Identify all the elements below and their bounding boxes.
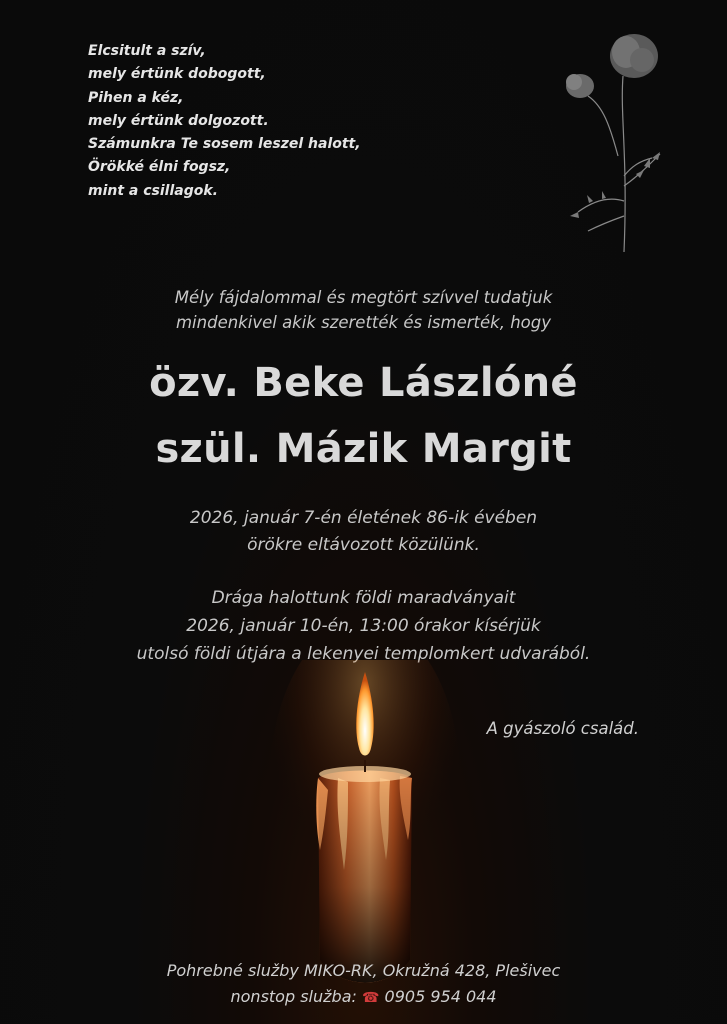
- poem-line: Számunkra Te sosem leszel halott,: [88, 136, 361, 153]
- intro-text: [0, 285, 727, 335]
- poem-line: Örökké élni fogsz,: [88, 159, 231, 176]
- telephone-icon: ☎: [361, 990, 380, 1006]
- funeral-line: utolsó földi útjára a lekenyei templomkert udvarából.: [136, 644, 591, 664]
- poem-line: Pihen a kéz,: [88, 89, 184, 106]
- footer-contact: [0, 984, 727, 1011]
- deceased-name: [0, 350, 727, 482]
- intro-line: Mély fájdalommal és megtört szívvel tudatjuk: [174, 288, 553, 307]
- footer-line: Pohrebné služby MIKO-RK, Okružná 428, Plešivec: [166, 961, 561, 980]
- funeral-service-info: [0, 958, 727, 1011]
- death-line: 2026, január 7-én életének 86-ik évében: [189, 508, 538, 528]
- service-label: nonstop služba:: [230, 987, 357, 1006]
- funeral-notice: [0, 584, 727, 668]
- phone-number[interactable]: 0905 954 044: [384, 987, 497, 1006]
- poem-line: mint a csillagok.: [88, 182, 218, 199]
- name-line-1: özv. Beke Lászlóné: [149, 360, 578, 406]
- poem-line: Elcsitult a szív,: [88, 43, 206, 59]
- intro-line: mindenkivel akik szerették és ismerték, hogy: [175, 313, 551, 332]
- poem: [88, 40, 418, 203]
- death-notice: [0, 505, 727, 559]
- poem-line: mely értünk dobogott,: [88, 66, 266, 83]
- family-signature: A gyászoló család.: [486, 719, 639, 738]
- funeral-line: Drága halottunk földi maradványait: [211, 588, 516, 608]
- name-line-2: szül. Mázik Margit: [155, 426, 572, 472]
- funeral-line: 2026, január 10-én, 13:00 órakor kísérjük: [186, 616, 541, 636]
- poppy-flower-illustration: [548, 26, 678, 258]
- poem-line: mely értünk dolgozott.: [88, 112, 269, 129]
- death-line: örökre eltávozott közülünk.: [247, 535, 480, 555]
